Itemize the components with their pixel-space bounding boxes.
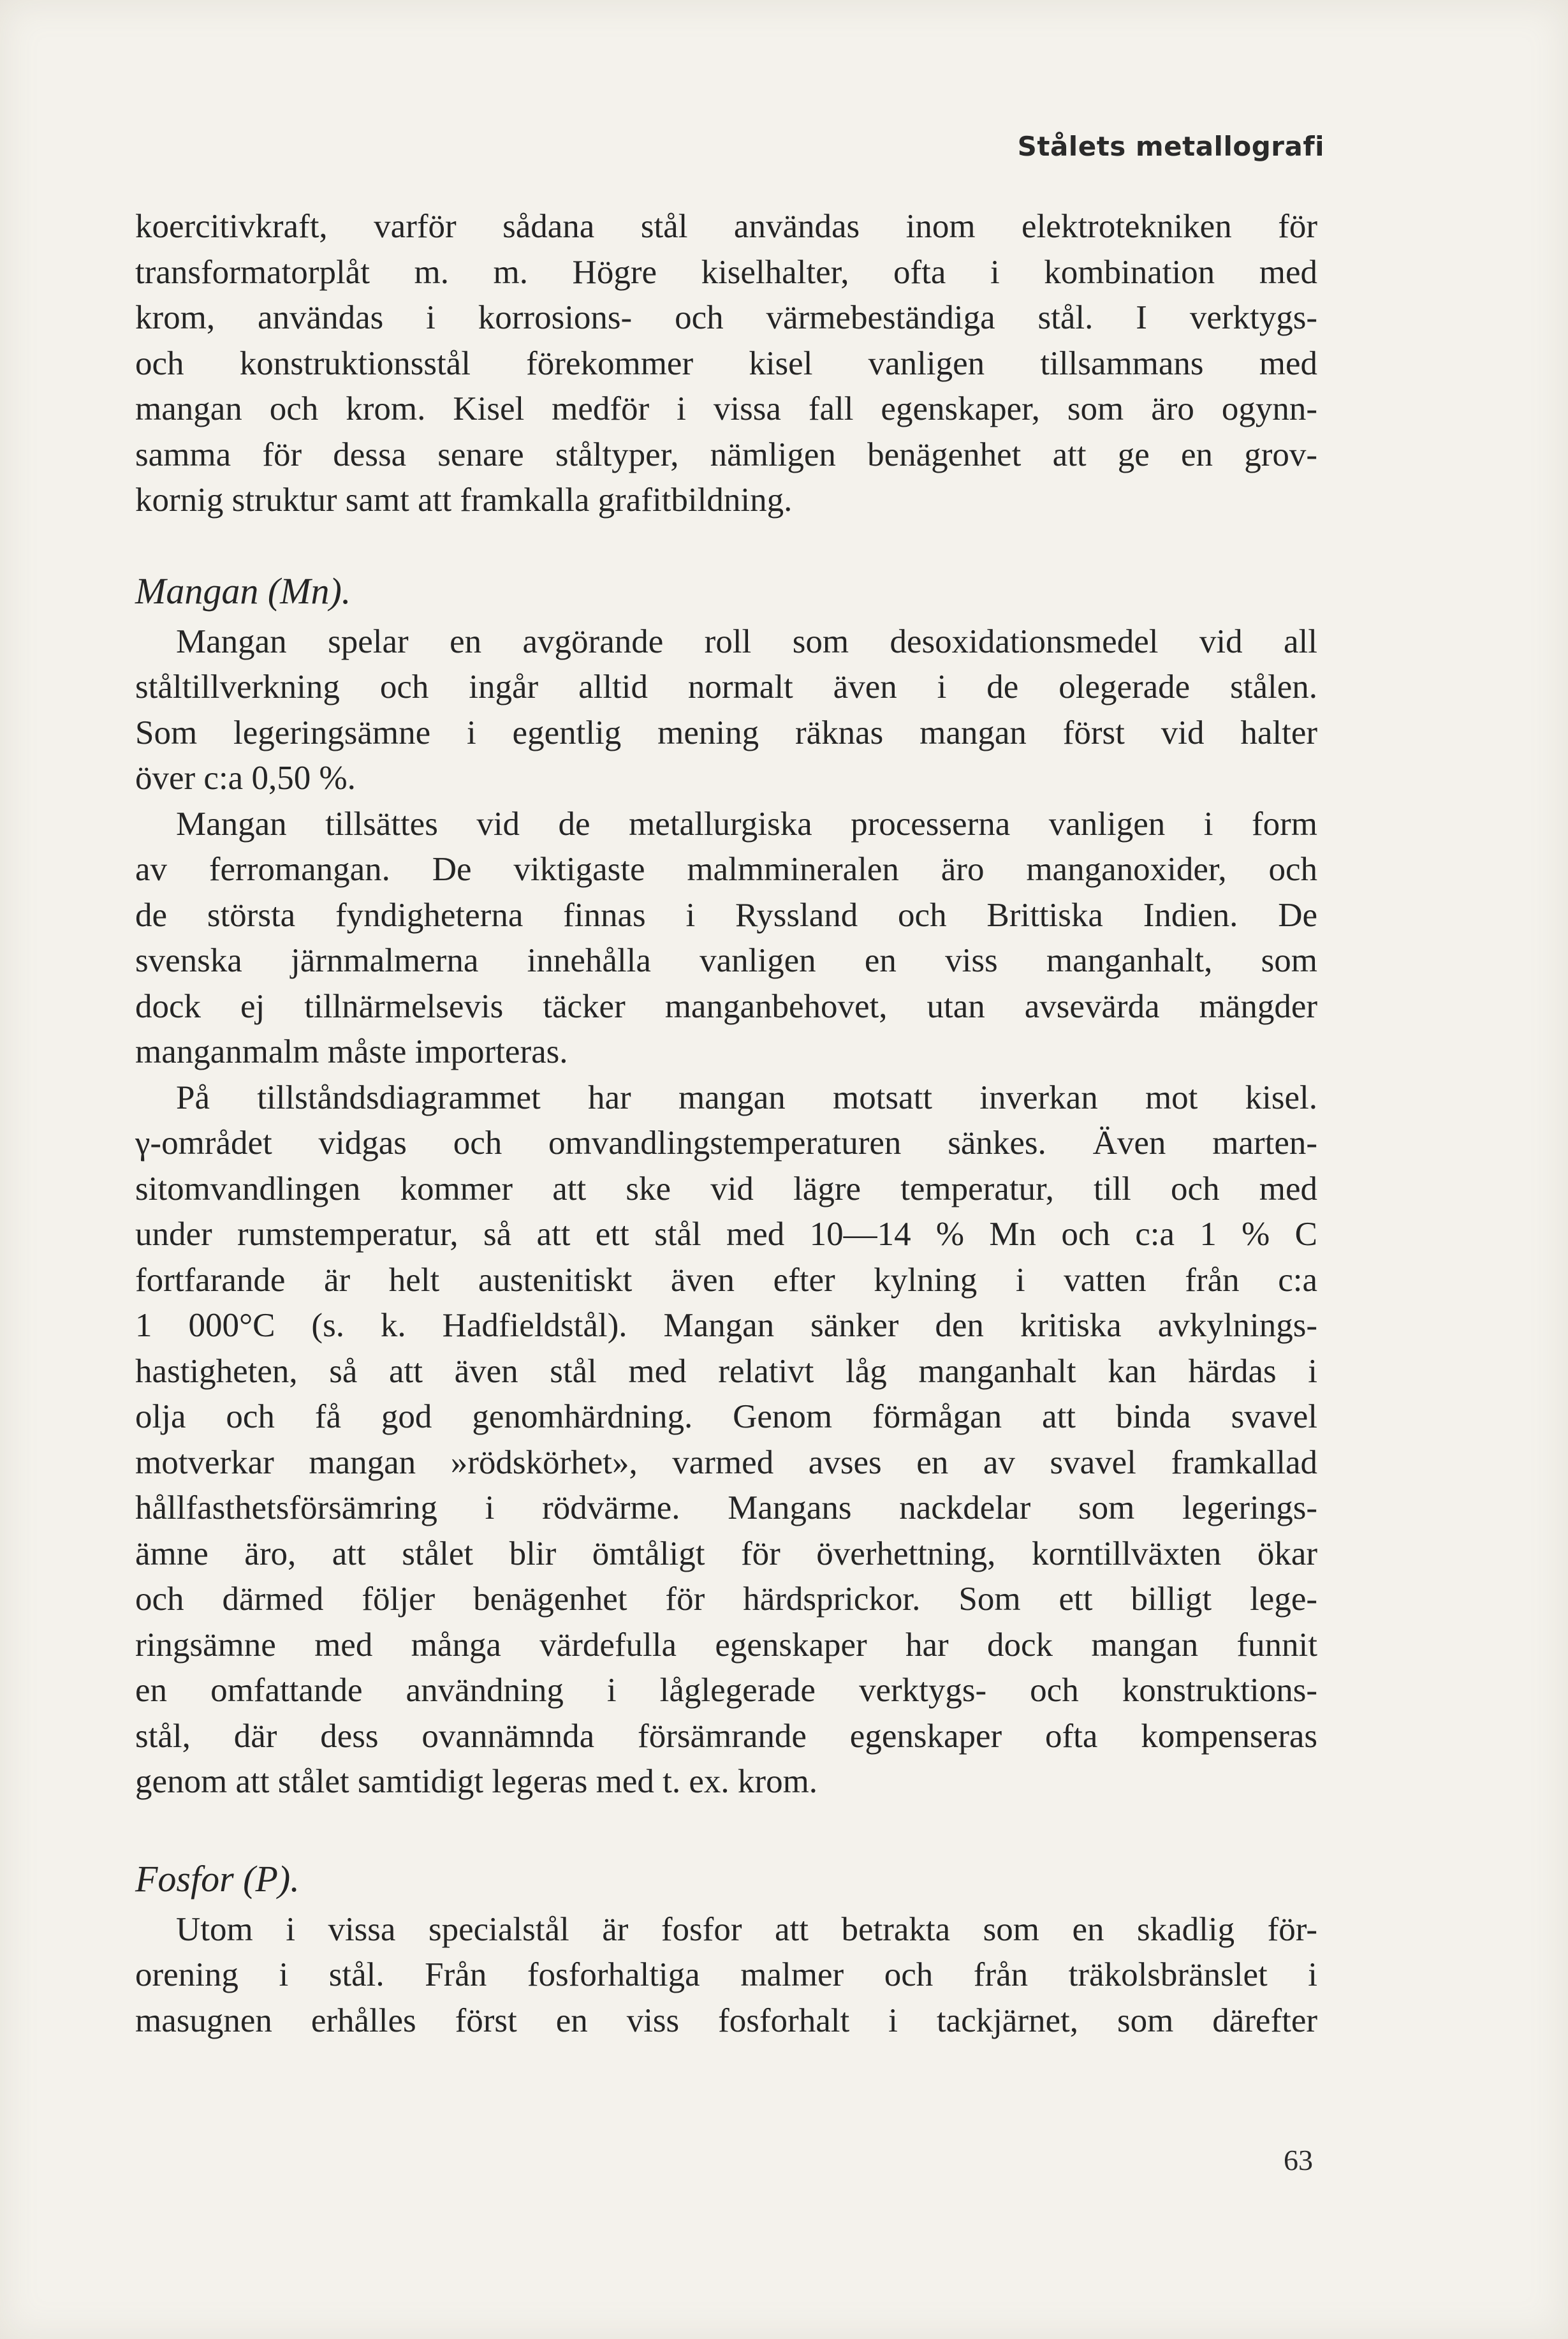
text-line: Utom i vissa specialstål är fosfor att betrakta som en skadlig för- [176, 1910, 1317, 1948]
mangan-paragraph-3 [135, 1075, 1317, 1805]
text-line: kornig struktur samt att framkalla grafitbildning. [135, 482, 793, 519]
page-number: 63 [1284, 2144, 1313, 2176]
text-line: ämne äro, att stålet blir ömtåligt för överhettning, korntillväxten ökar [135, 1535, 1317, 1572]
text-line: fortfarande är helt austenitiskt även efter kylning i vatten från c:a [135, 1261, 1317, 1299]
running-head: Stålets metallografi [1017, 131, 1324, 162]
text-line: krom, användas i korrosions- och värmebeständiga stål. I verktygs- [135, 299, 1317, 336]
text-line: hållfasthetsförsämring i rödvärme. Mangans nackdelar som legerings- [135, 1489, 1317, 1526]
text-line: Mangan tillsättes vid de metallurgiska processerna vanligen i form [176, 805, 1317, 843]
text-line: dock ej tillnärmelsevis täcker manganbehovet, utan avsevärda mängder [135, 987, 1317, 1025]
text-line: koercitivkraft, varför sådana stål användas inom elektrotekniken för [135, 208, 1317, 245]
text-line: motverkar mangan »rödskörhet», varmed avses en av svavel framkallad [135, 1443, 1317, 1481]
text-line: och konstruktionsstål förekommer kisel vanligen tillsammans med [135, 344, 1317, 382]
intro-paragraph [135, 204, 1317, 524]
section-heading-fosfor: Fosfor (P). [135, 1857, 300, 1900]
fosfor-paragraph-1 [135, 1907, 1317, 2044]
text-line: de största fyndigheterna finnas i Ryssland och Brittiska Indien. De [135, 896, 1317, 934]
text-line: svenska järnmalmerna innehålla vanligen en viss manganhalt, som [135, 942, 1317, 979]
text-line: orening i stål. Från fosforhaltiga malmer och från träkolsbränslet i [135, 1956, 1317, 1993]
text-line: transformatorplåt m. m. Högre kiselhalter, ofta i kombination med [135, 253, 1317, 291]
text-line: Mangan spelar en avgörande roll som desoxidationsmedel vid all [176, 623, 1317, 660]
text-line: γ-området vidgas och omvandlingstemperaturen sänkes. Även marten- [135, 1125, 1317, 1162]
text-line: en omfattande användning i låglegerade verktygs- och konstruktions- [135, 1672, 1317, 1709]
text-line: ståltillverkning och ingår alltid normalt även i de olegerade stålen. [135, 668, 1317, 705]
text-line: manganmalm måste importeras. [135, 1033, 568, 1070]
text-line: genom att stålet samtidigt legeras med t. ex. krom. [135, 1763, 818, 1800]
text-line: sitomvandlingen kommer att ske vid lägre temperatur, till och med [135, 1170, 1317, 1207]
text-line: av ferromangan. De viktigaste malmmineralen äro manganoxider, och [135, 851, 1317, 888]
text-line: under rumstemperatur, så att ett stål med 10—14 % Mn och c:a 1 % C [135, 1216, 1317, 1253]
text-line: stål, där dess ovannämnda försämrande egenskaper ofta kompenseras [135, 1717, 1317, 1755]
text-line: olja och få god genomhärdning. Genom förmågan att binda svavel [135, 1398, 1317, 1435]
mangan-paragraph-1 [135, 619, 1317, 802]
text-line: ringsämne med många värdefulla egenskaper har dock mangan funnit [135, 1626, 1317, 1664]
mangan-paragraph-2 [135, 802, 1317, 1075]
text-line: över c:a 0,50 %. [135, 760, 356, 797]
body-text [135, 204, 1317, 2044]
text-line: 1 000°C (s. k. Hadfieldstål). Mangan sänker den kritiska avkylnings- [135, 1307, 1317, 1344]
text-line: hastigheten, så att även stål med relativt låg manganhalt kan härdas i [135, 1352, 1317, 1390]
text-line: På tillståndsdiagrammet har mangan motsatt inverkan mot kisel. [176, 1079, 1317, 1116]
text-line: mangan och krom. Kisel medför i vissa fall egenskaper, som äro ogynn- [135, 390, 1317, 427]
text-line: och därmed följer benägenhet för härdsprickor. Som ett billigt lege- [135, 1581, 1317, 1618]
section-heading-mangan: Mangan (Mn). [135, 570, 351, 612]
text-line: Som legeringsämne i egentlig mening räknas mangan först vid halter [135, 714, 1317, 751]
text-line: samma för dessa senare ståltyper, nämligen benägenhet att ge en grov- [135, 436, 1317, 473]
text-line: masugnen erhålles först en viss fosforhalt i tackjärnet, som därefter [135, 2002, 1317, 2039]
